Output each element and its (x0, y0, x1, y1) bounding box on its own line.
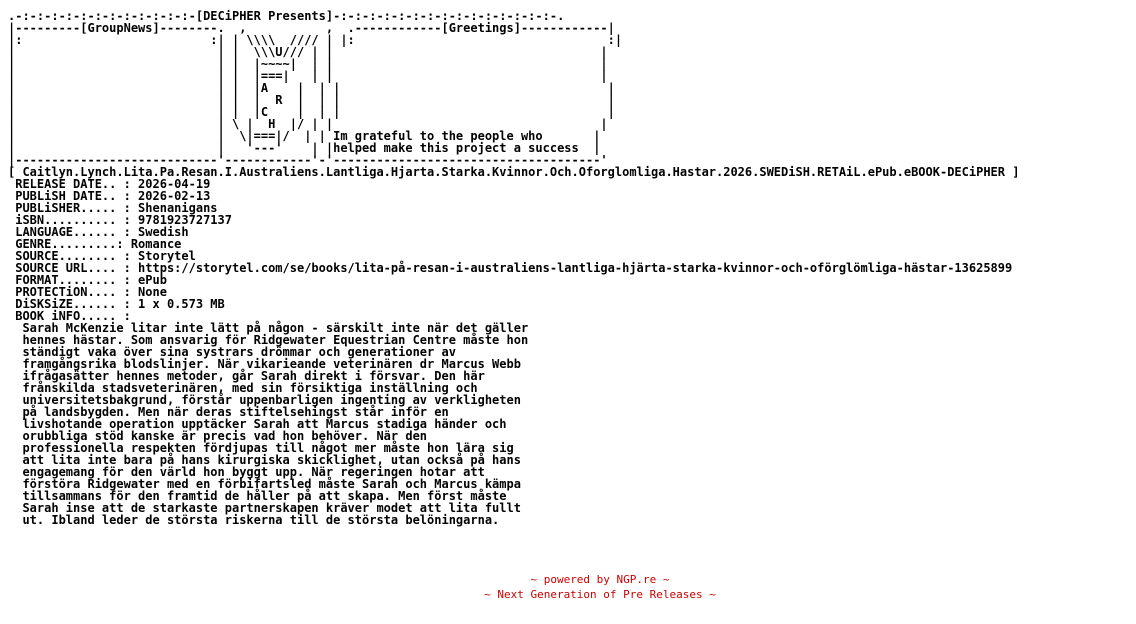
description-line: livshotande operation upptäcker Sarah att Marcus stadiga händer och (8, 417, 507, 431)
release-title: [ Caitlyn.Lynch.Lita.Pa.Resan.I.Australiens.Lantliga.Hjarta.Starka.Kvinnor.Och.Oforglomliga.Hastar.2026.SWEDiSH.RETAiL.ePub.eBOOK-DECiPHER ] (8, 165, 1020, 179)
info-line: SOURCE URL.... : https://storytel.com/se/books/lita-på-resan-i-australiens-lantliga-hjärta-starka-kvinnor-och-oförglömliga-hästar-13625899 (8, 261, 1013, 275)
description-line: frånskilda stadsveterinären, med sin försiktiga inställning och (8, 381, 478, 395)
description-line: förstöra Ridgewater med en förbifartsled måste Sarah och Marcus kämpa (8, 477, 521, 491)
description-line: Sarah McKenzie litar inte lätt på någon - särskilt inte när det gäller (8, 321, 529, 335)
description-line: ständigt vaka över sina systrars drömmar och generationer av (8, 345, 456, 359)
description-line: ifrågasätter hennes metoder, går Sarah direkt i försvar. Den här (8, 369, 485, 383)
info-line: PROTECTiON.... : None (8, 285, 167, 299)
ascii-header-line: | | \ | H |/ | | | (8, 117, 608, 131)
description-line: Sarah inse att de starkaste partnerskapen kräver modet att lita fullt (8, 501, 521, 515)
description-line: ut. Ibland leder de största riskerna till de största belöningarna. (8, 513, 500, 527)
tagline: ~ Next Generation of Pre Releases ~ (484, 588, 716, 601)
info-line: SOURCE........ : Storytel (8, 249, 196, 263)
ascii-header-line: | | \|===|/ | | Im grateful to the people who | (8, 129, 601, 143)
description-line: hennes hästar. Som ansvarig för Ridgewater Equestrian Centre måste hon (8, 333, 529, 347)
info-line: PUBLiSHER..... : Shenanigans (8, 201, 218, 215)
ascii-header-line: | | | |A | | | | (8, 81, 615, 95)
info-line: iSBN.......... : 9781923727137 (8, 213, 232, 227)
info-line: RELEASE DATE.. : 2026-04-19 (8, 177, 211, 191)
ascii-header-line: | | '---' | |helped make this project a success | (8, 141, 601, 155)
ascii-header-line: |: :| | \\\\ //// | |: :| (8, 33, 623, 47)
ascii-header-line: |----------------------------'------------'-'-------------------------------------' (8, 153, 608, 167)
info-line: DiSKSiZE...... : 1 x 0.573 MB (8, 297, 225, 311)
description-line: professionella respekten fördjupas till något mer måste hon lära sig (8, 441, 514, 455)
info-line: BOOK iNFO..... : (8, 309, 131, 323)
info-line: GENRE.........: Romance (8, 237, 182, 251)
description-line: orubbliga stöd kanske är precis vad hon behöver. När den (8, 429, 428, 443)
description-line: framgångsrika blodslinjer. När vikarieande veterinären dr Marcus Webb (8, 357, 521, 371)
ascii-header-line: |---------[GroupNews]--------. , , .------------[Greetings]------------| (8, 21, 615, 35)
description-line: universitetsbakgrund, förstår uppenbarligen ingenting av verkligheten (8, 393, 521, 407)
ascii-header-line: | | | |===| | | | (8, 69, 608, 83)
info-line: LANGUAGE...... : Swedish (8, 225, 189, 239)
ascii-header-line: | | | |~~~~| | | | (8, 57, 608, 71)
ascii-header-line: .-:-:-:-:-:-:-:-:-:-:-:-:-[DECiPHER Presents]-:-:-:-:-:-:-:-:-:-:-:-:-:-:-:-. (8, 9, 565, 23)
description-line: på landsbygden. Men när deras stiftelsehingst står inför en (8, 405, 449, 419)
info-line: PUBLiSH DATE.. : 2026-02-13 (8, 189, 211, 203)
description-line: tillsammans för den framtid de håller på att skapa. Men först måste (8, 489, 507, 503)
info-line: FORMAT........ : ePub (8, 273, 167, 287)
nfo-text (8, 10, 1019, 526)
powered-by-line: ~ powered by NGP.re ~ (530, 573, 670, 586)
description-line: att lita inte bara på hans kirurgiska skicklighet, utan också på hans (8, 453, 521, 467)
ascii-header-line: | | | |C | | | | (8, 105, 615, 119)
ascii-header-line: | | | \\\U/// | | | (8, 45, 608, 59)
description-line: engagemang för den värld hon byggt upp. När regeringen hotar att (8, 465, 485, 479)
ascii-header-line: | | | | R | | | | (8, 93, 615, 107)
